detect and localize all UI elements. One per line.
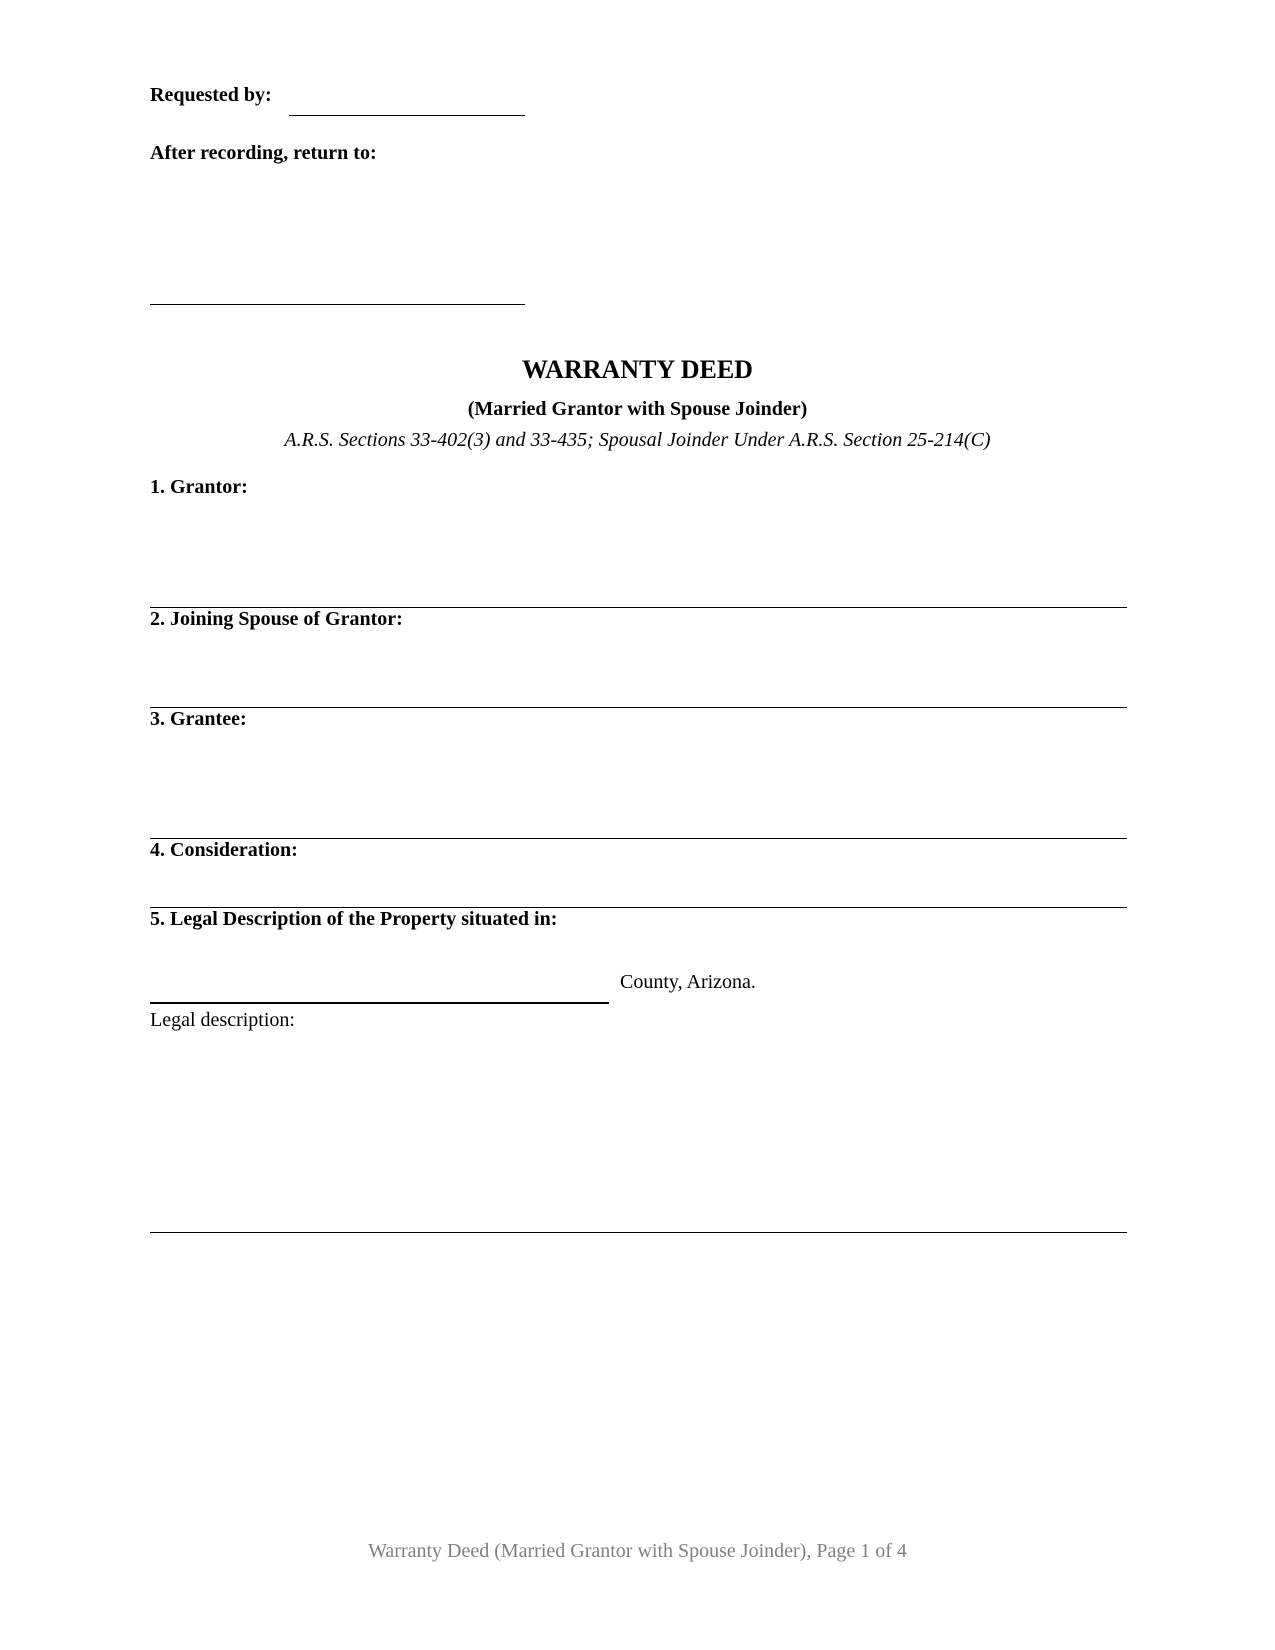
- grantor-label: 1. Grantor:: [150, 476, 248, 498]
- legal-description-field[interactable]: [150, 1232, 1127, 1233]
- consideration-label: 4. Consideration:: [150, 839, 298, 861]
- document-subtitle: (Married Grantor with Spouse Joinder): [467, 398, 808, 420]
- document-title: WARRANTY DEED: [522, 355, 753, 384]
- return-to-field[interactable]: [150, 304, 525, 305]
- legal-description-label: Legal description:: [150, 1009, 295, 1031]
- page-footer: Warranty Deed (Married Grantor with Spouse Joinder), Page 1 of 4: [368, 1540, 907, 1562]
- requested-by-field[interactable]: [289, 115, 525, 116]
- joining-spouse-label: 2. Joining Spouse of Grantor:: [150, 608, 403, 630]
- joining-spouse-field[interactable]: [150, 707, 1127, 708]
- return-to-label: After recording, return to:: [150, 142, 377, 164]
- grantee-label: 3. Grantee:: [150, 708, 247, 730]
- requested-by-label: Requested by:: [150, 84, 272, 106]
- county-suffix: County, Arizona.: [620, 971, 756, 993]
- legal-description-heading: 5. Legal Description of the Property situated in:: [150, 908, 558, 930]
- county-field[interactable]: [150, 1002, 609, 1004]
- statute-reference: A.R.S. Sections 33-402(3) and 33-435; Spousal Joinder Under A.R.S. Section 25-214(C): [284, 429, 991, 451]
